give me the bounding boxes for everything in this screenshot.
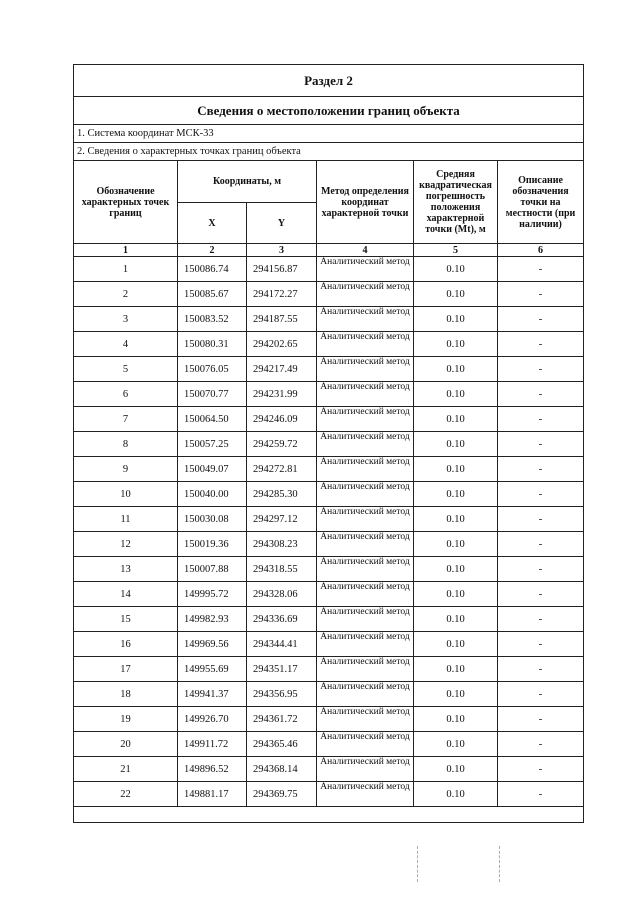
description-cell: - — [498, 632, 584, 657]
point-number: 17 — [74, 657, 178, 682]
x-coordinate: 149969.56 — [178, 632, 247, 657]
table-row — [74, 557, 584, 582]
x-coordinate: 150057.25 — [178, 432, 247, 457]
table-row — [74, 582, 584, 607]
column-number: 4 — [317, 244, 414, 257]
table-footer-row — [74, 807, 584, 823]
point-number: 1 — [74, 257, 178, 282]
method-cell: Аналитический метод — [317, 657, 414, 682]
accuracy-cell: 0.10 — [414, 657, 498, 682]
scan-artifact-line — [417, 846, 418, 882]
accuracy-cell: 0.10 — [414, 632, 498, 657]
y-coordinate: 294344.41 — [247, 632, 317, 657]
table-row — [74, 507, 584, 532]
column-number: 2 — [178, 244, 247, 257]
point-number: 22 — [74, 782, 178, 807]
table-row — [74, 257, 584, 282]
x-coordinate: 149982.93 — [178, 607, 247, 632]
description-cell: - — [498, 382, 584, 407]
description-cell: - — [498, 282, 584, 307]
point-number: 14 — [74, 582, 178, 607]
description-cell: - — [498, 757, 584, 782]
method-cell: Аналитический метод — [317, 582, 414, 607]
description-cell: - — [498, 482, 584, 507]
table-row — [74, 632, 584, 657]
column-number: 3 — [247, 244, 317, 257]
point-number: 8 — [74, 432, 178, 457]
description-cell: - — [498, 707, 584, 732]
accuracy-cell: 0.10 — [414, 282, 498, 307]
description-cell: - — [498, 782, 584, 807]
point-number: 2 — [74, 282, 178, 307]
coordinates-header: Координаты, м — [178, 161, 317, 203]
description-cell: - — [498, 657, 584, 682]
point-number: 11 — [74, 507, 178, 532]
column-numbers-row — [74, 244, 584, 257]
description-cell: - — [498, 332, 584, 357]
accuracy-cell: 0.10 — [414, 782, 498, 807]
accuracy-cell: 0.10 — [414, 707, 498, 732]
point-number: 4 — [74, 332, 178, 357]
document-sheet — [73, 64, 583, 823]
method-cell: Аналитический метод — [317, 782, 414, 807]
y-coordinate: 294297.12 — [247, 507, 317, 532]
point-number: 21 — [74, 757, 178, 782]
method-cell: Аналитический метод — [317, 507, 414, 532]
table-subtitle: Сведения о местоположении границ объекта — [74, 97, 584, 125]
accuracy-cell: 0.10 — [414, 307, 498, 332]
empty-footer-cell — [74, 807, 584, 823]
table-row — [74, 607, 584, 632]
table-row — [74, 707, 584, 732]
x-coordinate: 150076.05 — [178, 357, 247, 382]
column-number: 6 — [498, 244, 584, 257]
description-cell: - — [498, 407, 584, 432]
method-cell: Аналитический метод — [317, 432, 414, 457]
table-row — [74, 657, 584, 682]
point-number: 9 — [74, 457, 178, 482]
y-coordinate: 294369.75 — [247, 782, 317, 807]
table-row — [74, 432, 584, 457]
description-cell: - — [498, 257, 584, 282]
x-coordinate: 150080.31 — [178, 332, 247, 357]
table-row — [74, 282, 584, 307]
accuracy-cell: 0.10 — [414, 757, 498, 782]
y-coordinate: 294246.09 — [247, 407, 317, 432]
table-row — [74, 382, 584, 407]
y-coordinate: 294231.99 — [247, 382, 317, 407]
y-coordinate: 294259.72 — [247, 432, 317, 457]
x-coordinate: 149941.37 — [178, 682, 247, 707]
method-cell: Аналитический метод — [317, 607, 414, 632]
point-number: 10 — [74, 482, 178, 507]
table-row — [74, 782, 584, 807]
method-cell: Аналитический метод — [317, 307, 414, 332]
y-coordinate: 294187.55 — [247, 307, 317, 332]
coordinate-system-line: 1. Система координат МСК-33 — [74, 125, 584, 143]
x-coordinate: 150083.52 — [178, 307, 247, 332]
description-cell: - — [498, 557, 584, 582]
method-cell: Аналитический метод — [317, 557, 414, 582]
x-coordinate: 149995.72 — [178, 582, 247, 607]
y-coordinate: 294368.14 — [247, 757, 317, 782]
y-coordinate: 294328.06 — [247, 582, 317, 607]
x-header: X — [178, 203, 247, 244]
table-row — [74, 357, 584, 382]
method-cell: Аналитический метод — [317, 282, 414, 307]
accuracy-cell: 0.10 — [414, 407, 498, 432]
x-coordinate: 150085.67 — [178, 282, 247, 307]
method-cell: Аналитический метод — [317, 407, 414, 432]
method-cell: Аналитический метод — [317, 732, 414, 757]
table-row — [74, 532, 584, 557]
method-cell: Аналитический метод — [317, 332, 414, 357]
description-cell: - — [498, 682, 584, 707]
table-row — [74, 332, 584, 357]
method-cell: Аналитический метод — [317, 357, 414, 382]
accuracy-cell: 0.10 — [414, 682, 498, 707]
column-number: 5 — [414, 244, 498, 257]
accuracy-header: Средняя квадратическая погрешность положения характерной точки (Mt), м — [414, 161, 498, 244]
x-coordinate: 150040.00 — [178, 482, 247, 507]
description-header: Описание обозначения точки на местности (при наличии) — [498, 161, 584, 244]
page-bottom-margin — [73, 846, 583, 882]
point-number: 6 — [74, 382, 178, 407]
accuracy-cell: 0.10 — [414, 457, 498, 482]
method-cell: Аналитический метод — [317, 257, 414, 282]
table-row — [74, 407, 584, 432]
y-coordinate: 294308.23 — [247, 532, 317, 557]
method-cell: Аналитический метод — [317, 757, 414, 782]
y-coordinate: 294336.69 — [247, 607, 317, 632]
point-number: 12 — [74, 532, 178, 557]
point-number: 7 — [74, 407, 178, 432]
y-coordinate: 294318.55 — [247, 557, 317, 582]
y-coordinate: 294356.95 — [247, 682, 317, 707]
designation-header: Обозначение характерных точек границ — [74, 161, 178, 244]
x-coordinate: 150019.36 — [178, 532, 247, 557]
x-coordinate: 150049.07 — [178, 457, 247, 482]
x-coordinate: 150030.08 — [178, 507, 247, 532]
y-header: Y — [247, 203, 317, 244]
point-number: 3 — [74, 307, 178, 332]
column-number: 1 — [74, 244, 178, 257]
table-row — [74, 682, 584, 707]
description-cell: - — [498, 457, 584, 482]
accuracy-cell: 0.10 — [414, 332, 498, 357]
description-cell: - — [498, 732, 584, 757]
description-cell: - — [498, 307, 584, 332]
method-cell: Аналитический метод — [317, 482, 414, 507]
x-coordinate: 149926.70 — [178, 707, 247, 732]
x-coordinate: 150007.88 — [178, 557, 247, 582]
y-coordinate: 294156.87 — [247, 257, 317, 282]
description-cell: - — [498, 532, 584, 557]
accuracy-cell: 0.10 — [414, 357, 498, 382]
y-coordinate: 294217.49 — [247, 357, 317, 382]
accuracy-cell: 0.10 — [414, 532, 498, 557]
x-coordinate: 149955.69 — [178, 657, 247, 682]
method-cell: Аналитический метод — [317, 532, 414, 557]
accuracy-cell: 0.10 — [414, 257, 498, 282]
point-number: 15 — [74, 607, 178, 632]
method-cell: Аналитический метод — [317, 457, 414, 482]
x-coordinate: 149911.72 — [178, 732, 247, 757]
y-coordinate: 294351.17 — [247, 657, 317, 682]
section-title: Раздел 2 — [74, 65, 584, 97]
point-number: 13 — [74, 557, 178, 582]
method-header: Метод определения координат характерной точки — [317, 161, 414, 244]
table-row — [74, 732, 584, 757]
x-coordinate: 150070.77 — [178, 382, 247, 407]
y-coordinate: 294272.81 — [247, 457, 317, 482]
y-coordinate: 294361.72 — [247, 707, 317, 732]
description-cell: - — [498, 357, 584, 382]
accuracy-cell: 0.10 — [414, 432, 498, 457]
accuracy-cell: 0.10 — [414, 582, 498, 607]
table-row — [74, 457, 584, 482]
x-coordinate: 150064.50 — [178, 407, 247, 432]
y-coordinate: 294202.65 — [247, 332, 317, 357]
table-row — [74, 307, 584, 332]
point-number: 19 — [74, 707, 178, 732]
scan-artifact-line — [499, 846, 500, 882]
point-number: 18 — [74, 682, 178, 707]
accuracy-cell: 0.10 — [414, 557, 498, 582]
table-row — [74, 757, 584, 782]
accuracy-cell: 0.10 — [414, 732, 498, 757]
y-coordinate: 294285.30 — [247, 482, 317, 507]
description-cell: - — [498, 607, 584, 632]
point-number: 16 — [74, 632, 178, 657]
x-coordinate: 150086.74 — [178, 257, 247, 282]
points-heading-line: 2. Сведения о характерных точках границ объекта — [74, 143, 584, 161]
y-coordinate: 294365.46 — [247, 732, 317, 757]
accuracy-cell: 0.10 — [414, 507, 498, 532]
y-coordinate: 294172.27 — [247, 282, 317, 307]
point-number: 20 — [74, 732, 178, 757]
method-cell: Аналитический метод — [317, 632, 414, 657]
method-cell: Аналитический метод — [317, 707, 414, 732]
accuracy-cell: 0.10 — [414, 607, 498, 632]
table-row — [74, 482, 584, 507]
x-coordinate: 149881.17 — [178, 782, 247, 807]
method-cell: Аналитический метод — [317, 382, 414, 407]
accuracy-cell: 0.10 — [414, 382, 498, 407]
x-coordinate: 149896.52 — [178, 757, 247, 782]
method-cell: Аналитический метод — [317, 682, 414, 707]
description-cell: - — [498, 507, 584, 532]
description-cell: - — [498, 432, 584, 457]
point-number: 5 — [74, 357, 178, 382]
accuracy-cell: 0.10 — [414, 482, 498, 507]
description-cell: - — [498, 582, 584, 607]
boundary-points-table — [73, 64, 584, 823]
